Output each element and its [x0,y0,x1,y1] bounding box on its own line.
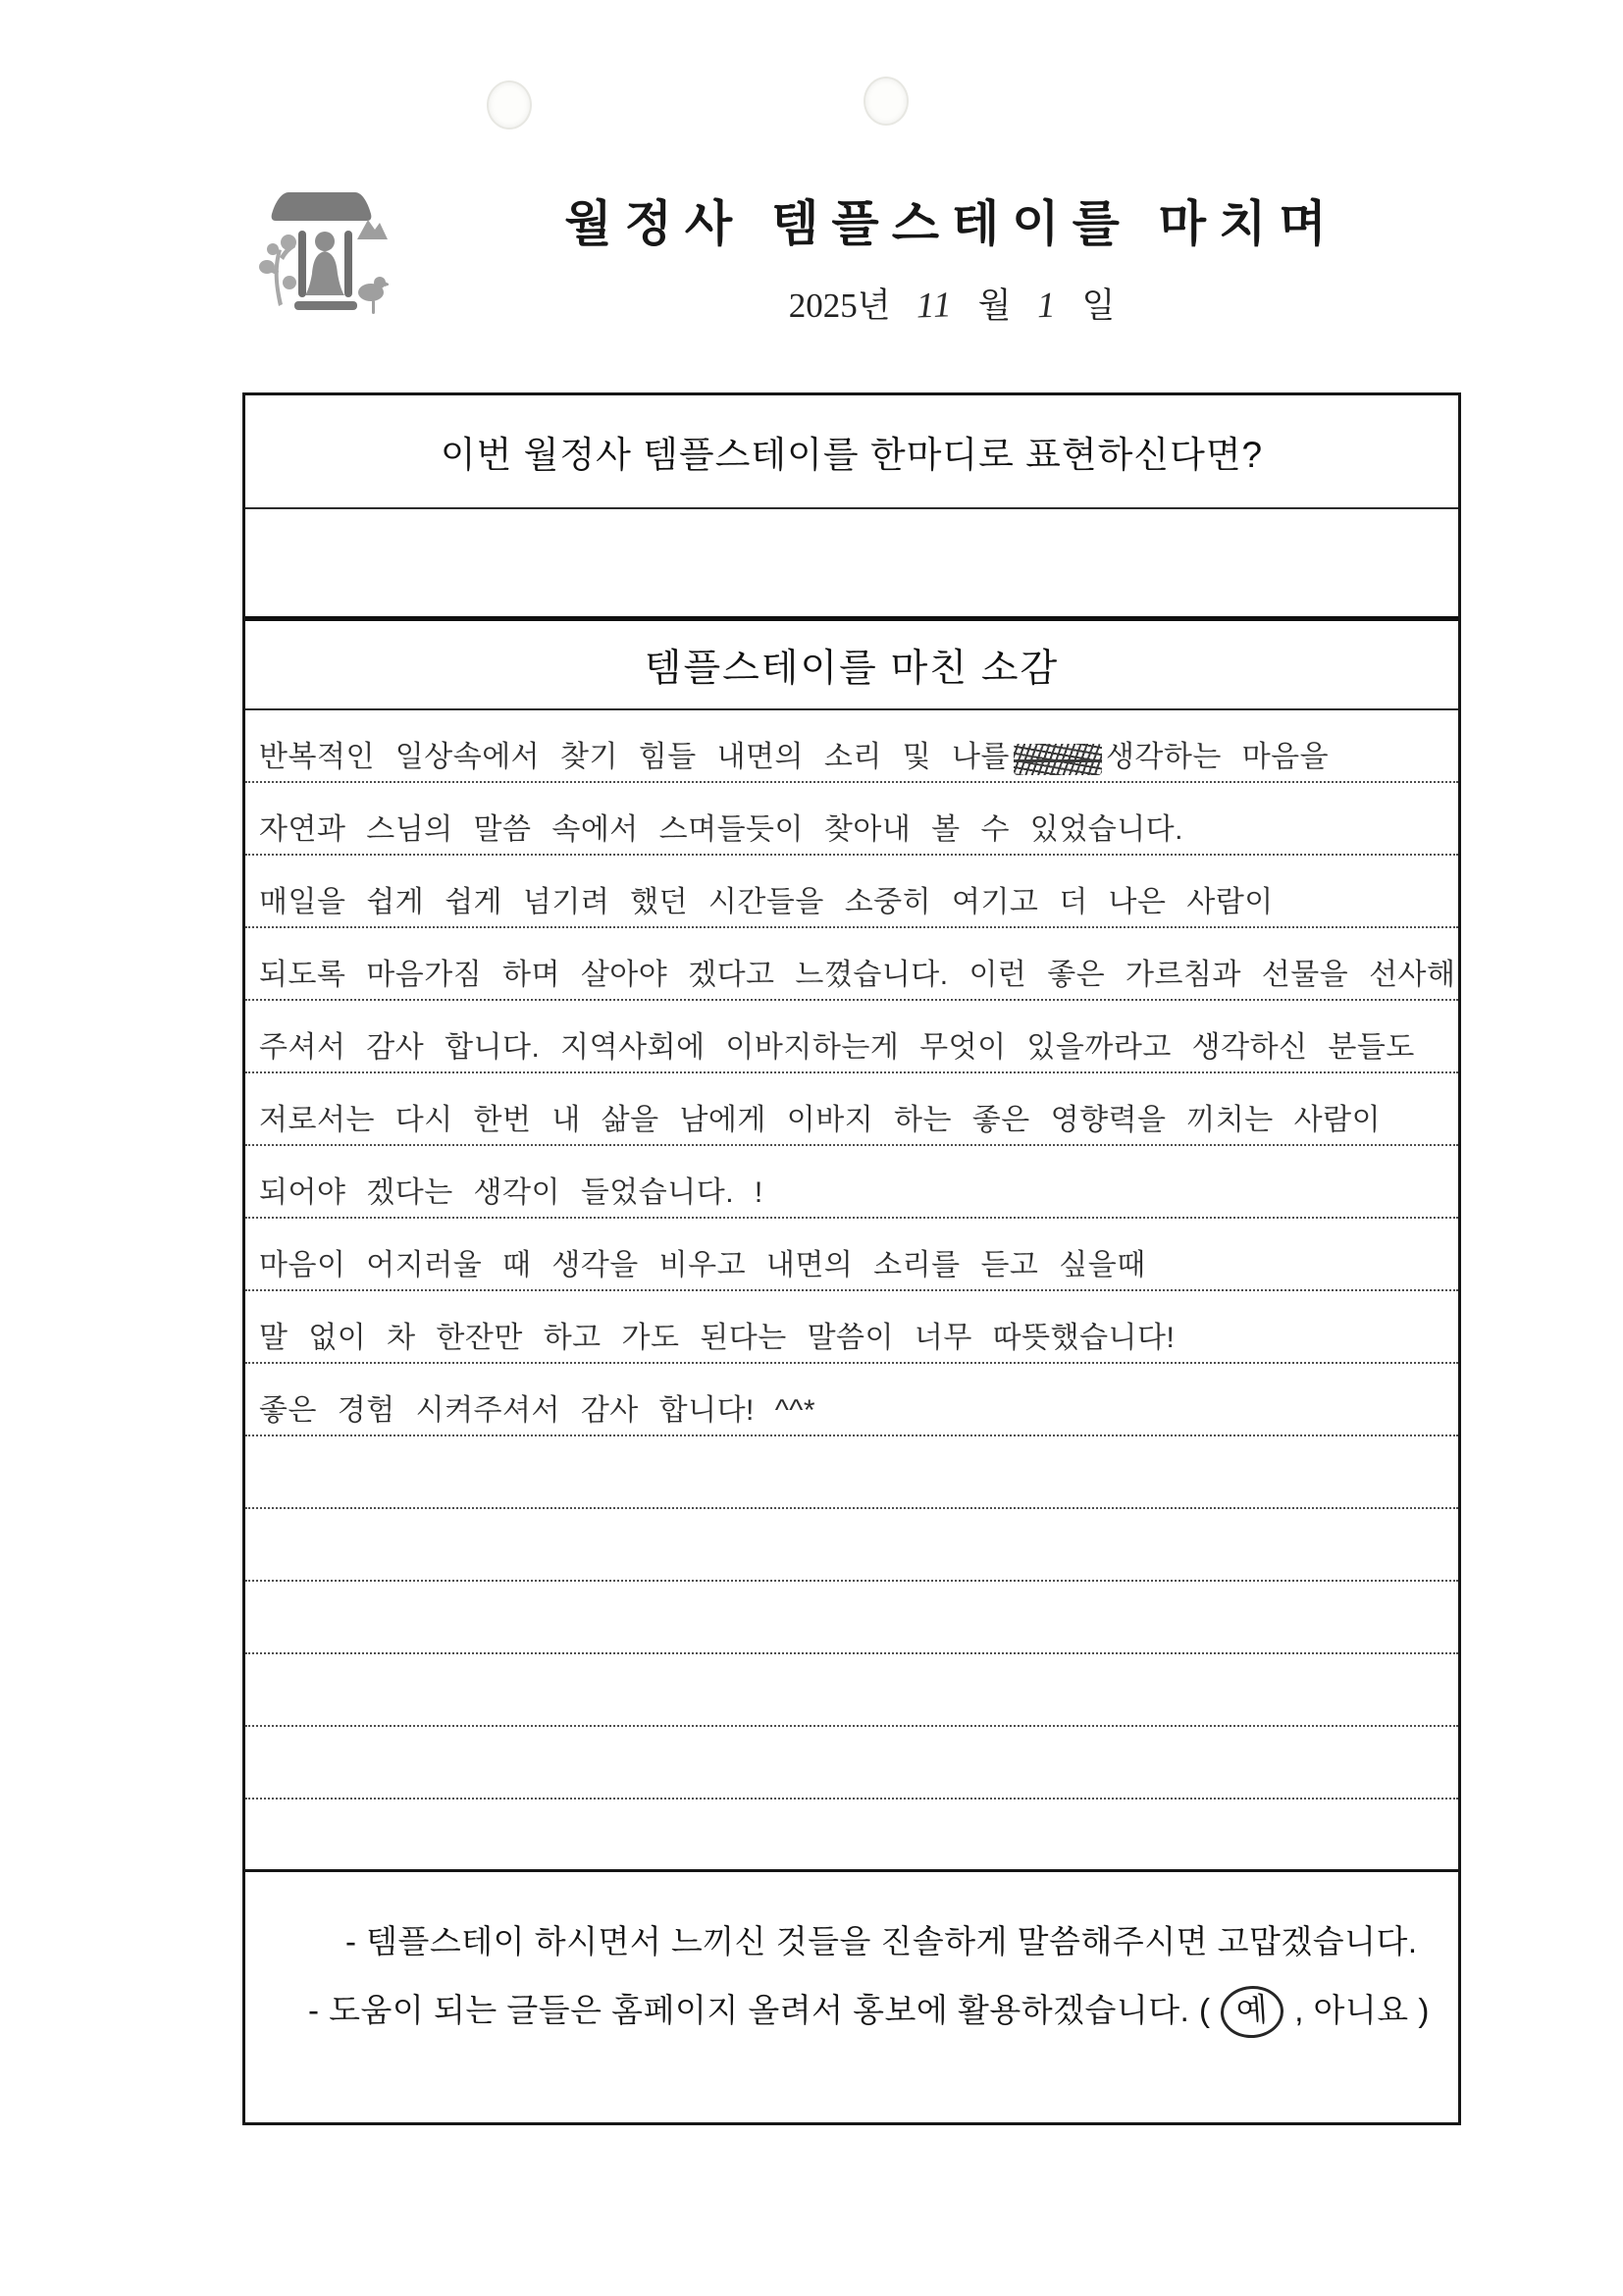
memo-line-16 [245,1800,1458,1872]
memo-line-1 [245,710,1458,783]
date-month-value-handwritten: 11 [914,285,955,327]
handwritten-text: 생각하는 마음을 [1105,741,1330,773]
memo-line-11 [245,1436,1458,1509]
scribbled-out-word [1014,744,1102,775]
memo-line-3 [245,856,1458,928]
temple-base [294,301,357,310]
punch-hole-left [487,80,532,130]
handwritten-text: 되도록 마음가짐 하며 살아야 겠다고 느꼈습니다. 이런 좋은 가르침과 선물을 선사해 [259,959,1456,991]
buddha-figure [305,232,344,295]
handwritten-text: 매일을 쉽게 쉽게 넘기려 했던 시간들을 소중히 여기고 더 나은 사람이 [259,886,1274,918]
memo-line-2 [245,783,1458,856]
temple-logo-illustration [259,181,389,334]
date-line [422,279,1482,328]
temple-roof [272,192,372,221]
branch-icon [259,235,296,306]
date-year: 2025년 [788,287,891,325]
section-header-row [245,621,1458,710]
memo-line-8 [245,1219,1458,1291]
handwritten-text: 좋은 경험 시켜주셔서 감사 합니다! ^^* [259,1394,816,1427]
handwritten-text: 저로서는 다시 한번 내 삶을 남에게 이바지 하는 좋은 영향력을 끼치는 사람이 [259,1104,1382,1136]
section-title: 템플스테이를 마친 소감 [644,647,1060,690]
feedback-form-table [242,392,1461,2125]
one-word-answer-row-empty [245,509,1458,621]
handwritten-text: 자연과 스님의 말씀 속에서 스며들듯이 찾아내 볼 수 있었습니다. [259,813,1183,846]
bird-icon [358,277,389,314]
memo-line-15 [245,1727,1458,1800]
memo-line-13 [245,1582,1458,1654]
memo-line-7 [245,1146,1458,1219]
note-line-2 [308,1984,1439,2038]
handwritten-text: 마음이 어지러울 때 생각을 비우고 내면의 소리를 듣고 싶을때 [259,1249,1146,1281]
consent-no-option: 아니요 [1313,1992,1409,2028]
memo-line-10 [245,1364,1458,1436]
question-text: 이번 월정사 템플스테이를 한마디로 표현하신다면? [440,435,1264,475]
note-line-1: - 템플스테이 하시면서 느끼신 것들을 진솔하게 말씀해주시면 고맙겠습니다. [345,1923,1418,1959]
woljeongsa-temple-logo [259,181,389,334]
memo-line-14 [245,1654,1458,1727]
footer-notes [245,1872,1458,2122]
memo-line-6 [245,1073,1458,1146]
page-title: 월정사 템플스테이를 마치며 [564,196,1339,251]
note-line-2-text: - 도움이 되는 글들은 홈페이지 올려서 홍보에 활용하겠습니다. ( [308,1992,1211,2028]
handwritten-text: 되어야 겠다는 생각이 들었습니다. ! [259,1176,763,1209]
note-line-2-separator: , [1294,1992,1314,2028]
date-day-label: 일 [1081,287,1116,325]
question-row [245,395,1458,509]
date-month-label: 월 [977,287,1012,325]
handwritten-text: 말 없이 차 한잔만 하고 가도 된다는 말씀이 너무 따뜻했습니다! [259,1322,1176,1354]
memo-line-5 [245,1001,1458,1073]
consent-yes-circled: 예 [1219,1984,1285,2040]
punch-hole-right [864,77,909,126]
memo-write-area [245,710,1458,1872]
memo-line-9 [245,1291,1458,1364]
note-line-2-suffix: ) [1418,1992,1430,2028]
handwritten-text: 반복적인 일상속에서 찾기 힘들 내면의 소리 및 나를 [259,741,1010,773]
handwritten-text: 주셔서 감사 합니다. 지역사회에 이바지하는게 무엇이 있을까라고 생각하신 분들도 [259,1031,1415,1064]
mountains-icon [357,220,388,239]
date-day-value-handwritten: 1 [1034,285,1059,327]
memo-line-4 [245,928,1458,1001]
memo-line-12 [245,1509,1458,1582]
